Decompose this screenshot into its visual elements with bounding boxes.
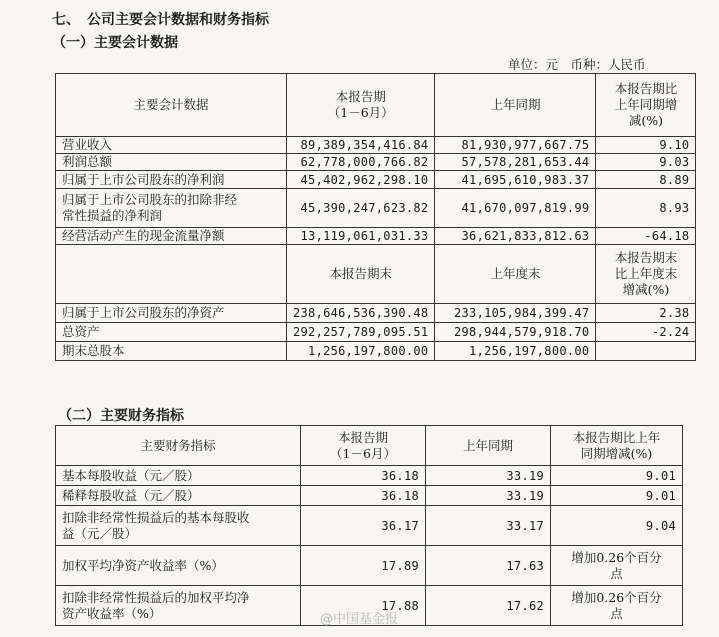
- row-item: 期末总股本: [56, 342, 287, 361]
- row-change: 增加0.26个百分 点: [551, 546, 683, 586]
- row-current: 36.18: [301, 486, 426, 506]
- table-header-row: [56, 426, 683, 466]
- subsection-title-indicators: （二）主要财务指标: [58, 408, 184, 424]
- table-row: [56, 486, 683, 506]
- row-current: 13,119,061,031.33: [287, 228, 435, 245]
- table-row: [56, 506, 683, 546]
- row-current: 36.18: [301, 466, 426, 486]
- main-financial-indicators-table: [55, 425, 683, 626]
- row-change: 8.89: [596, 171, 696, 189]
- row-prev: 233,105,984,399.47: [435, 304, 596, 323]
- table-subheader-row: [56, 245, 696, 304]
- row-current: 89,389,354,416.84: [287, 137, 435, 154]
- row-current: 292,257,789,095.51: [287, 323, 435, 342]
- header-previous-period: 上年同期: [426, 426, 551, 466]
- row-prev: 33.19: [426, 486, 551, 506]
- row-current: 17.88: [301, 586, 426, 626]
- row-item: 归属于上市公司股东的扣除非经 常性损益的净利润: [56, 189, 287, 228]
- row-change: 2.38: [596, 304, 696, 323]
- row-current: 238,646,536,390.48: [287, 304, 435, 323]
- row-item: 归属于上市公司股东的净利润: [56, 171, 287, 189]
- subheader-current-end: 本报告期末: [287, 245, 435, 304]
- row-change: 9.01: [551, 486, 683, 506]
- row-prev: 57,578,281,653.44: [435, 154, 596, 171]
- row-current: 36.17: [301, 506, 426, 546]
- row-prev: 33.19: [426, 466, 551, 486]
- row-current: 1,256,197,800.00: [287, 342, 435, 361]
- table-header-row: [56, 74, 696, 137]
- row-prev: 33.17: [426, 506, 551, 546]
- header-change: 本报告期比上年 同期增减(%): [551, 426, 683, 466]
- row-item: 扣除非经常性损益后的加权平均净 资产收益率（%）: [56, 586, 301, 626]
- row-prev: 41,670,097,819.99: [435, 189, 596, 228]
- row-item: 营业收入: [56, 137, 287, 154]
- header-current-period: 本报告期 （1－6月）: [301, 426, 426, 466]
- row-current: 62,778,000,766.82: [287, 154, 435, 171]
- row-item: 总资产: [56, 323, 287, 342]
- row-change: 9.04: [551, 506, 683, 546]
- row-change: 8.93: [596, 189, 696, 228]
- table-row: [56, 137, 696, 154]
- row-prev: 298,944,579,918.70: [435, 323, 596, 342]
- subheader-empty: [56, 245, 287, 304]
- row-item: 加权平均净资产收益率（%）: [56, 546, 301, 586]
- header-item: 主要财务指标: [56, 426, 301, 466]
- row-current: 17.89: [301, 546, 426, 586]
- row-change: -64.18: [596, 228, 696, 245]
- row-item: 扣除非经常性损益后的基本每股收 益（元／股）: [56, 506, 301, 546]
- row-prev: 81,930,977,667.75: [435, 137, 596, 154]
- subheader-change: 本报告期末 比上年度末 增减(%): [596, 245, 696, 304]
- row-current: 45,402,962,298.10: [287, 171, 435, 189]
- table-row: [56, 466, 683, 486]
- row-item: 归属于上市公司股东的净资产: [56, 304, 287, 323]
- table-row: [56, 189, 696, 228]
- row-prev: 17.62: [426, 586, 551, 626]
- unit-currency-note: 单位：元 币种：人民币: [508, 57, 646, 72]
- row-item: 经营活动产生的现金流量净额: [56, 228, 287, 245]
- row-item: 利润总额: [56, 154, 287, 171]
- row-change: 增加0.26个百分 点: [551, 586, 683, 626]
- row-prev: 41,695,610,983.37: [435, 171, 596, 189]
- row-prev: 17.63: [426, 546, 551, 586]
- subheader-prev-end: 上年度末: [435, 245, 596, 304]
- subsection-title-accounting: （一）主要会计数据: [52, 35, 178, 51]
- row-change: [596, 342, 696, 361]
- row-change: 9.03: [596, 154, 696, 171]
- table-row: [56, 171, 696, 189]
- table-row: [56, 228, 696, 245]
- row-change: -2.24: [596, 323, 696, 342]
- row-current: 45,390,247,623.82: [287, 189, 435, 228]
- header-item: 主要会计数据: [56, 74, 287, 137]
- row-prev: 1,256,197,800.00: [435, 342, 596, 361]
- header-previous-period: 上年同期: [435, 74, 596, 137]
- table-row: [56, 154, 696, 171]
- row-prev: 36,621,833,812.63: [435, 228, 596, 245]
- table-row: [56, 323, 696, 342]
- main-accounting-data-table: [55, 73, 696, 361]
- row-change: 9.01: [551, 466, 683, 486]
- section-title: 七、 公司主要会计数据和财务指标: [52, 12, 269, 28]
- header-change: 本报告期比 上年同期增 减(%): [596, 74, 696, 137]
- row-change: 9.10: [596, 137, 696, 154]
- table-row: [56, 546, 683, 586]
- row-item: 稀释每股收益（元／股）: [56, 486, 301, 506]
- row-item: 基本每股收益（元／股）: [56, 466, 301, 486]
- table-row: [56, 304, 696, 323]
- header-current-period: 本报告期 （1－6月）: [287, 74, 435, 137]
- watermark: @中国基金报: [320, 612, 399, 627]
- table-row: [56, 342, 696, 361]
